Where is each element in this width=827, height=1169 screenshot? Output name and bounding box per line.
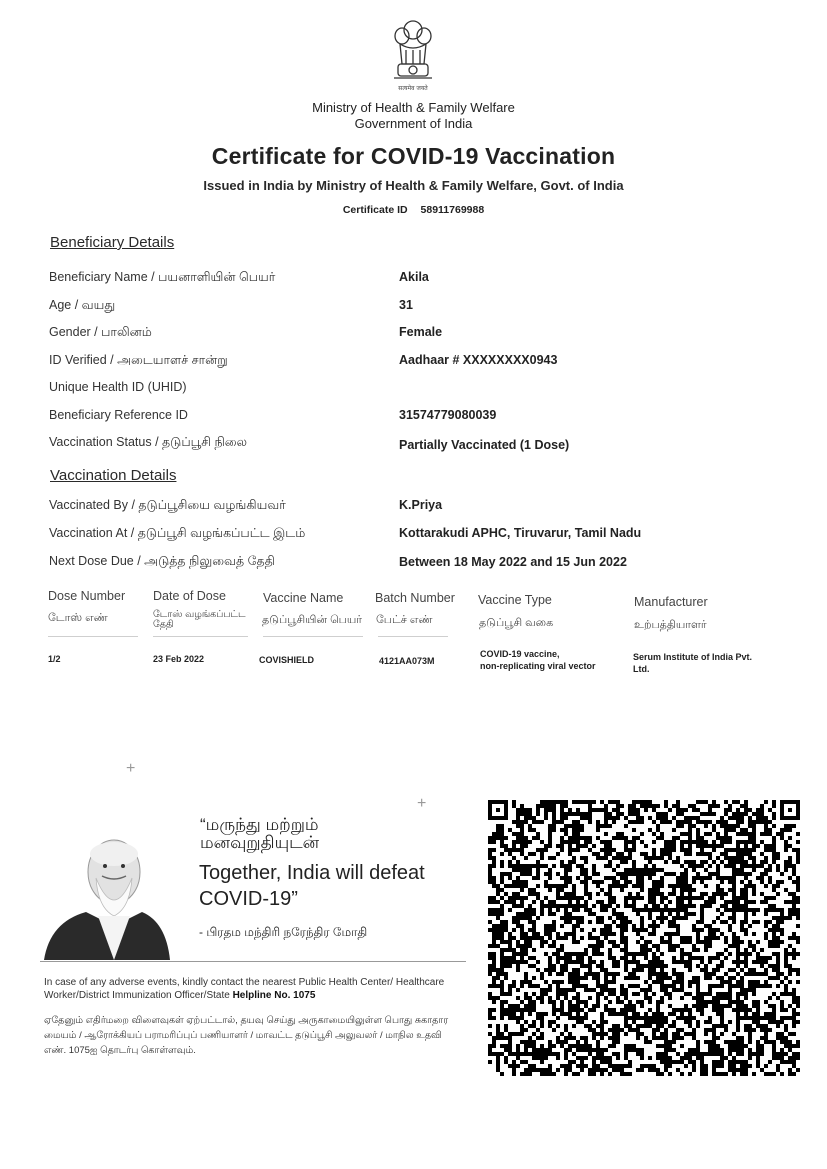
field-label: Vaccinated By / தடுப்பூசியை வழங்கியவர்: [49, 498, 286, 512]
field-value: K.Priya: [399, 498, 443, 512]
quote-tamil: [200, 816, 319, 852]
quote-attribution: - பிரதம மந்திரி நரேந்திர மோதி: [199, 925, 368, 939]
col-header-batch: Batch Number: [375, 591, 455, 605]
helpline-number: Helpline No. 1075: [232, 990, 316, 1001]
header-divider: [48, 636, 138, 637]
issued-by: Issued in India by Ministry of Health & Family Welfare, Govt. of India: [203, 178, 624, 193]
field-value: Akila: [399, 270, 429, 284]
vaccination-status-row: [49, 435, 789, 453]
field-label: Age / வயது: [49, 298, 116, 312]
header-divider: [378, 636, 448, 637]
field-label: Vaccination At / தடுப்பூசி வழங்கப்பட்ட இடம்: [49, 526, 306, 540]
svg-text:सत्यमेव जयते: सत्यमेव जयते: [398, 85, 428, 92]
plus-decoration-icon: +: [126, 760, 136, 777]
col-header-vaccine-type: Vaccine Type: [478, 593, 552, 607]
field-label: ID Verified / அடையாளச் சான்று: [49, 353, 228, 367]
banner-divider: [40, 961, 466, 962]
batch-number: 4121AA073M: [379, 656, 435, 666]
field-label: Vaccination Status / தடுப்பூசி நிலை: [49, 435, 248, 449]
plus-decoration-icon: +: [417, 795, 427, 812]
prime-minister-portrait: [40, 830, 172, 960]
next-dose-row: [49, 554, 789, 572]
uhid-row: [49, 380, 789, 398]
vaccinated-by-row: [49, 498, 789, 516]
quote-english: [199, 860, 425, 912]
dose-date: 23 Feb 2022: [153, 654, 205, 664]
col-header-batch-ta: பேட்ச் எண்: [376, 614, 433, 626]
id-verified-row: [49, 353, 789, 371]
age-row: [49, 298, 789, 316]
reference-id-row: [49, 408, 789, 426]
field-value: 31574779080039: [399, 408, 497, 422]
manufacturer: [633, 651, 752, 675]
header-divider: [153, 636, 248, 637]
field-label: Gender / பாலினம்: [49, 325, 152, 339]
col-header-vaccine-name: Vaccine Name: [263, 591, 344, 605]
quote-english-line1: Together, India will defeat: [199, 862, 425, 884]
quote-tamil-line1: “மருந்து மற்றும்: [200, 815, 319, 834]
beneficiary-section-title: Beneficiary Details: [50, 234, 175, 251]
col-header-manufacturer: Manufacturer: [634, 595, 708, 609]
vaccine-type-line2: non-replicating viral vector: [480, 661, 596, 671]
verification-qr-code: [488, 800, 800, 1076]
beneficiary-name-row: [49, 270, 789, 288]
vaccine-name: COVISHIELD: [259, 655, 315, 665]
col-header-dose-number: Dose Number: [48, 589, 126, 603]
header-divider: [263, 636, 363, 637]
field-label: Beneficiary Reference ID: [49, 408, 188, 422]
field-label: Unique Health ID (UHID): [49, 380, 187, 394]
field-label: Beneficiary Name / பயனாளியின் பெயர்: [49, 270, 276, 284]
gender-row: [49, 325, 789, 343]
quote-english-line2: COVID-19”: [199, 888, 298, 910]
vaccine-type: [480, 648, 596, 672]
adverse-events-notice-tamil: ஏதேனும் எதிர்மறை விளைவுகள் ஏற்பட்டால், தயவு செய்து அருகாமையிலுள்ள பொது சுகாதார மையம் / ஆரோக்கியப் பராமரிப்புப் பணியாளர் / மாவட்ட தடுப்பூசி அலுவலர் / மாநில உதவி எண். 1075ஐ தொடர்பு கொள்ளவும்.: [44, 1015, 449, 1056]
government-name: Government of India: [354, 116, 473, 131]
certificate-title: Certificate for COVID-19 Vaccination: [211, 143, 616, 169]
ministry-name: Ministry of Health & Family Welfare: [312, 100, 515, 115]
col-header-dose-number-ta: டோஸ் எண்: [48, 612, 108, 624]
vaccine-type-line1: COVID-19 vaccine,: [480, 649, 560, 659]
col-header-vaccine-name-ta: தடுப்பூசியின் பெயர்: [262, 614, 363, 626]
manufacturer-line2: Ltd.: [633, 664, 650, 674]
field-value: Female: [399, 325, 443, 339]
col-header-date-ta: டோஸ் வழங்கப்பட்ட தேதி: [153, 609, 246, 630]
manufacturer-line1: Serum Institute of India Pvt.: [633, 652, 753, 662]
adverse-events-text: In case of any adverse events, kindly contact the nearest Public Health Center/ Healthcare Worker/District Immunization Officer/State: [44, 977, 445, 1001]
dose-number: 1/2: [48, 654, 61, 664]
col-header-vaccine-type-ta: தடுப்பூசி வகை: [479, 617, 554, 629]
certificate-id: [0, 204, 827, 216]
field-value: Aadhaar # XXXXXXXX0943: [399, 353, 558, 367]
certificate-id-label: Certificate ID: [342, 204, 408, 216]
field-value: 31: [399, 298, 413, 312]
quote-tamil-line2: மனவுறுதியுடன்: [200, 833, 320, 852]
field-value: Between 18 May 2022 and 15 Jun 2022: [399, 555, 627, 569]
col-header-manufacturer-ta: உற்பத்தியாளர்: [634, 619, 707, 631]
field-value: Kottarakudi APHC, Tiruvarur, Tamil Nadu: [399, 526, 642, 540]
vaccination-section-title: Vaccination Details: [50, 467, 177, 484]
vaccination-at-row: [49, 526, 789, 544]
adverse-events-notice: [44, 976, 464, 1002]
national-emblem-icon: [388, 16, 438, 94]
field-value: Partially Vaccinated (1 Dose): [399, 438, 570, 452]
certificate-id-value: 58911769988: [420, 204, 485, 216]
field-label: Next Dose Due / அடுத்த நிலுவைத் தேதி: [49, 554, 275, 568]
col-header-date: Date of Dose: [153, 589, 226, 603]
